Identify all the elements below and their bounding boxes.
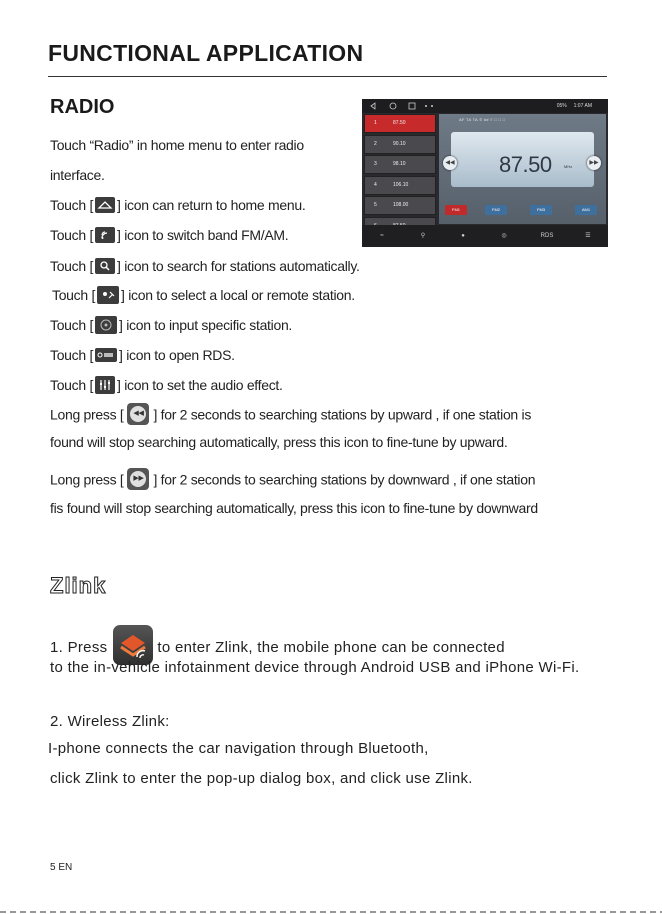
band-line-prefix: Touch [ — [50, 227, 94, 243]
keypad-icon — [95, 316, 117, 334]
rds-line-suffix: ] icon to open RDS. — [119, 347, 235, 363]
zlink-section-title: Zlink — [50, 573, 107, 598]
status-bar — [362, 99, 608, 113]
preset-item[interactable] — [364, 176, 436, 195]
preset-number: 1 — [374, 120, 377, 126]
tuner-panel — [439, 114, 606, 224]
preset-item[interactable] — [364, 196, 436, 215]
band-fm2-button[interactable]: FM2 — [485, 205, 507, 215]
band-am1-button[interactable]: AM1 — [575, 205, 597, 215]
home-line-suffix: ] icon can return to home menu. — [117, 197, 306, 213]
preset-item[interactable] — [364, 155, 436, 174]
radio-rds-line — [50, 347, 235, 363]
radio-downward-line — [50, 470, 535, 492]
status-time: 05% 1:07 AM — [556, 103, 592, 109]
frequency-value: 87.50 — [499, 152, 552, 177]
nav-buttons-icon — [366, 99, 466, 113]
band-icon[interactable]: ≈ — [380, 233, 384, 239]
feature-row: AF TA TA © ## ≡ □ □ □ — [459, 117, 506, 122]
frequency-unit: MHz — [564, 164, 573, 169]
zlink-paragraph-1-line-2: to the in-vehicle infotainment device through Android USB and iPhone Wi-Fi. — [50, 659, 580, 676]
frequency-display — [451, 132, 594, 187]
zlink-paragraph-2-title: 2. Wireless Zlink: — [50, 713, 170, 730]
cut-line — [0, 911, 662, 913]
preset-frequency: 90.10 — [393, 140, 406, 147]
radio-local-line — [52, 287, 355, 305]
search-icon[interactable]: ⚲ — [420, 233, 426, 239]
preset-number: 3 — [374, 161, 377, 167]
preset-item[interactable] — [364, 114, 436, 133]
upward-line-prefix: Long press [ — [50, 406, 124, 423]
home-line-prefix: Touch [ — [50, 197, 94, 213]
seek-forward-button[interactable]: ▶▶ — [587, 156, 601, 170]
radio-eq-line — [50, 377, 283, 395]
page-number: 5 EN — [50, 862, 73, 873]
radio-line-2: interface. — [50, 167, 105, 183]
band-switch-icon — [95, 227, 115, 243]
radio-band-line — [50, 227, 288, 244]
equalizer-icon — [95, 376, 115, 394]
local-remote-icon — [97, 286, 119, 304]
rds-icon[interactable] — [535, 231, 559, 241]
input-line-suffix: ] icon to input specific station. — [119, 317, 293, 333]
radio-section-title: RADIO — [50, 96, 115, 118]
band-selector — [445, 205, 603, 219]
preset-frequency: 108.00 — [393, 202, 409, 208]
rds-icon — [95, 348, 117, 362]
input-line-prefix: Touch [ — [50, 317, 94, 333]
radio-search-line — [50, 258, 360, 275]
preset-frequency: 98.10 — [393, 161, 406, 167]
equalizer-icon[interactable]: ☰ — [585, 233, 591, 239]
home-icon — [95, 197, 115, 213]
preset-number: 5 — [374, 202, 377, 208]
seek-up-icon: ◀◀ — [127, 403, 149, 425]
downward-line-prefix: Long press [ — [50, 471, 124, 488]
zlink-paragraph-2-line-2: click Zlink to enter the pop-up dialog box, and click use Zlink. — [50, 770, 473, 787]
upward-line-suffix: ] for 2 seconds to searching stations by upward , if one station is — [153, 406, 532, 423]
seek-back-button[interactable]: ◀◀ — [443, 156, 457, 170]
rds-line-prefix: Touch [ — [50, 347, 94, 363]
zlink-paragraph-2-line-1: I-phone connects the car navigation through Bluetooth, — [48, 740, 429, 757]
band-fm3-button[interactable]: FM3 — [530, 205, 552, 215]
preset-frequency: 106.10 — [393, 181, 409, 188]
radio-toolbar — [362, 225, 608, 247]
preset-number: 2 — [374, 140, 377, 147]
radio-input-line — [50, 317, 292, 335]
downward-line-suffix: ] for 2 seconds to searching stations by downward , if one station — [153, 471, 536, 488]
search-line-suffix: ] icon to search for stations automatically. — [117, 258, 360, 274]
radio-downward-line-2: fis found will stop searching automatically, press this icon to fine-tune by downward — [50, 500, 538, 516]
search-icon — [95, 258, 115, 274]
radio-upward-line — [50, 405, 531, 427]
heading-divider — [48, 76, 607, 77]
eq-line-prefix: Touch [ — [50, 377, 94, 393]
preset-number: 4 — [374, 181, 377, 188]
local-remote-icon[interactable]: ● — [461, 233, 465, 239]
zlink-p1-suffix: to enter Zlink, the mobile phone can be connected — [157, 638, 505, 656]
search-line-prefix: Touch [ — [50, 258, 94, 274]
band-fm1-button[interactable]: FM1 — [445, 205, 467, 215]
zlink-p1-prefix: 1. Press — [50, 638, 108, 656]
radio-screenshot — [362, 99, 608, 247]
radio-upward-line-2: found will stop searching automatically, press this icon to fine-tune by upward. — [50, 434, 508, 450]
preset-list — [364, 114, 436, 237]
eq-line-suffix: ] icon to set the audio effect. — [117, 377, 283, 393]
seek-down-icon: ▶▶ — [127, 468, 149, 490]
local-line-suffix: ] icon to select a local or remote station. — [121, 287, 355, 303]
preset-item[interactable] — [364, 135, 436, 154]
rds-label: RDS — [540, 233, 554, 239]
local-line-prefix: Touch [ — [52, 287, 96, 303]
radio-home-line — [50, 197, 305, 214]
preset-frequency: 87.50 — [393, 120, 406, 126]
radio-line-1: Touch “Radio” in home menu to enter radio — [50, 137, 304, 153]
keypad-icon[interactable]: ◎ — [501, 233, 507, 239]
band-line-suffix: ] icon to switch band FM/AM. — [117, 227, 289, 243]
page-heading: FUNCTIONAL APPLICATION — [48, 40, 364, 66]
